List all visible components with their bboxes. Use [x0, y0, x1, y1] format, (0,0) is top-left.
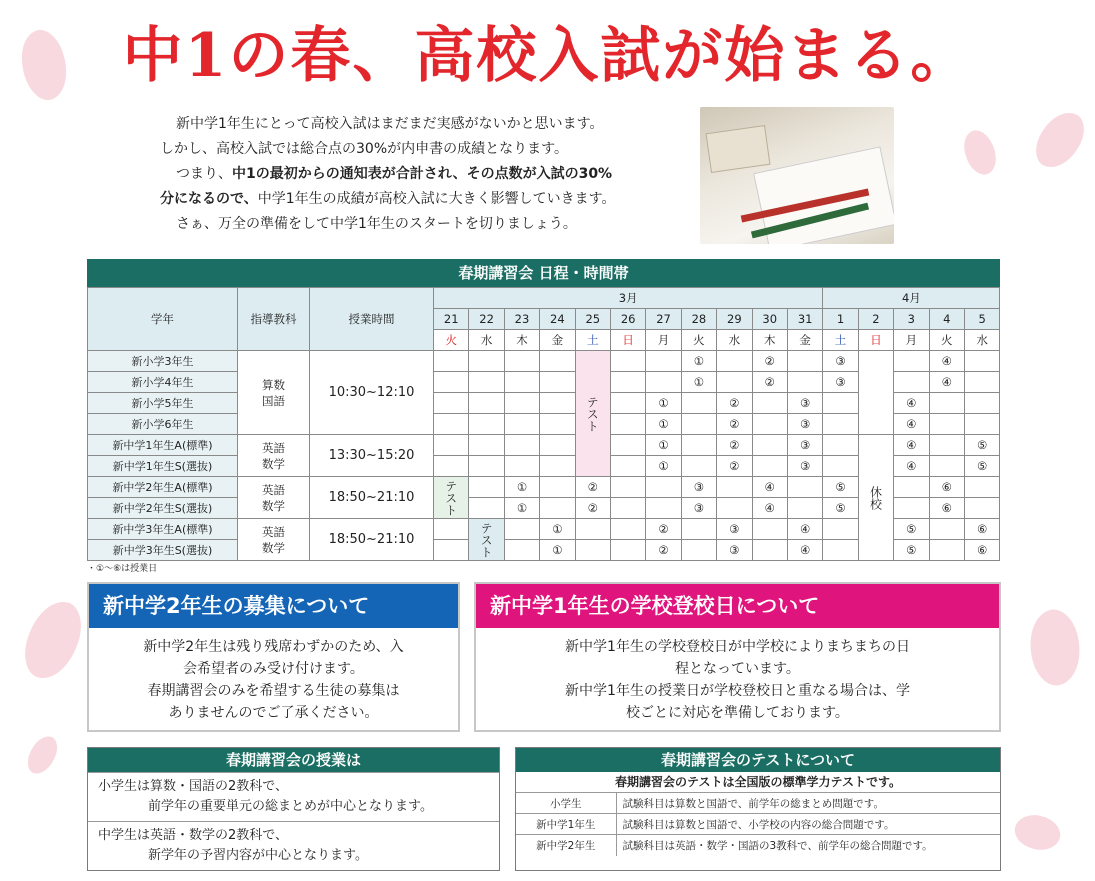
schedule-cell [752, 435, 787, 456]
tests-panel-title: 春期講習会のテストについて [516, 748, 1000, 772]
schedule-cell [504, 414, 539, 435]
schedule-section [87, 259, 1000, 561]
schedule-cell [752, 393, 787, 414]
tests-table [516, 792, 1000, 856]
day-number: 30 [752, 309, 787, 330]
intro-bold-span: 中1の最初からの通知表が合計され、その点数が入試の30% [232, 166, 613, 182]
schedule-cell [610, 414, 645, 435]
schedule-cell [681, 414, 716, 435]
headline: 中1の春、高校入試が始まる。 [122, 21, 973, 91]
schedule-cell [787, 498, 822, 519]
weekday: 土 [823, 330, 858, 351]
subject-label: 算数 国語 [238, 351, 310, 435]
schedule-cell [540, 414, 575, 435]
lesson-day-marker: ④ [894, 414, 929, 435]
lesson-day-marker: ① [646, 435, 681, 456]
day-number: 25 [575, 309, 610, 330]
schedule-cell [752, 540, 787, 561]
row-line: 新学年の予習内容が中心となります。 [148, 848, 368, 863]
schedule-cell [964, 477, 999, 498]
intro-line [160, 162, 680, 187]
schedule-cell [717, 477, 752, 498]
header-grade: 学年 [88, 288, 238, 351]
time-label: 18:50~21:10 [310, 477, 434, 519]
school-day-box-title: 新中学1年生の学校登校日について [476, 584, 999, 628]
schedule-cell [823, 393, 858, 414]
schedule-cell [929, 435, 964, 456]
schedule-cell [681, 435, 716, 456]
schedule-cell [752, 519, 787, 540]
lesson-day-marker: ④ [929, 351, 964, 372]
grade-label: 新中学2年生S(選抜) [88, 498, 238, 519]
tests-row-label: 小学生 [516, 793, 616, 814]
schedule-cell [752, 456, 787, 477]
tests-row [516, 835, 1000, 856]
test-day-marker: テスト [469, 519, 504, 561]
schedule-cell [610, 519, 645, 540]
schedule-cell [540, 456, 575, 477]
body-line: 程となっています。 [675, 661, 800, 677]
lesson-day-marker: ⑤ [823, 477, 858, 498]
schedule-cell [681, 393, 716, 414]
schedule-cell [469, 435, 504, 456]
schedule-cell [434, 372, 469, 393]
lessons-panel-title: 春期講習会の授業は [88, 748, 499, 772]
lesson-day-marker: ② [646, 519, 681, 540]
lesson-day-marker: ④ [894, 456, 929, 477]
schedule-cell [681, 519, 716, 540]
lesson-day-marker: ① [681, 351, 716, 372]
lesson-day-marker: ⑥ [964, 519, 999, 540]
schedule-cell [504, 456, 539, 477]
lesson-day-marker: ③ [717, 540, 752, 561]
lesson-day-marker: ② [646, 540, 681, 561]
schedule-cell [434, 519, 469, 540]
day-number: 31 [787, 309, 822, 330]
schedule-title: 春期講習会 日程・時間帯 [87, 259, 1000, 287]
schedule-cell [610, 540, 645, 561]
schedule-cell [469, 372, 504, 393]
body-line: 春期講習会のみを希望する生徒の募集は [147, 683, 400, 699]
time-label: 18:50~21:10 [310, 519, 434, 561]
weekday: 木 [752, 330, 787, 351]
lesson-day-marker: ⑤ [894, 519, 929, 540]
body-line: 新中学1年生の学校登校日が中学校によりまちまちの日 [565, 639, 910, 655]
lesson-day-marker: ④ [752, 498, 787, 519]
schedule-cell [894, 351, 929, 372]
lesson-day-marker: ① [540, 540, 575, 561]
lesson-day-marker: ② [575, 477, 610, 498]
lesson-day-marker: ② [717, 435, 752, 456]
tests-row-label: 新中学1年生 [516, 814, 616, 835]
lesson-day-marker: ⑤ [823, 498, 858, 519]
intro-text-span: つまり、 [176, 166, 232, 182]
weekday: 水 [469, 330, 504, 351]
schedule-cell [540, 351, 575, 372]
schedule-cell [681, 456, 716, 477]
schedule-cell [646, 351, 681, 372]
schedule-cell [964, 351, 999, 372]
schedule-cell [964, 498, 999, 519]
weekday: 火 [434, 330, 469, 351]
day-number: 28 [681, 309, 716, 330]
schedule-cell [858, 351, 893, 435]
subject-label: 英語 数学 [238, 519, 310, 561]
lesson-day-marker: ② [752, 372, 787, 393]
lesson-day-marker: ⑤ [964, 435, 999, 456]
schedule-cell [434, 456, 469, 477]
day-number: 1 [823, 309, 858, 330]
schedule-cell [787, 372, 822, 393]
weekday: 日 [858, 330, 893, 351]
lesson-day-marker: ① [504, 477, 539, 498]
grade-label: 新中学3年生A(標準) [88, 519, 238, 540]
tests-row-value: 試験科目は算数と国語で、小学校の内容の総合問題です。 [616, 814, 1000, 835]
schedule-cell [646, 477, 681, 498]
schedule-cell [434, 414, 469, 435]
lesson-day-marker: ③ [787, 414, 822, 435]
recruit-box-body [89, 628, 458, 724]
schedule-cell [540, 498, 575, 519]
lesson-day-marker: ③ [787, 393, 822, 414]
schedule-cell [434, 351, 469, 372]
tests-row [516, 814, 1000, 835]
schedule-cell [504, 372, 539, 393]
body-line: 会希望者のみ受け付けます。 [183, 661, 364, 677]
cherry-petal-decoration [1021, 605, 1089, 690]
lesson-day-marker: ④ [894, 435, 929, 456]
intro-line: さぁ、万全の準備をして中学1年生のスタートを切りましょう。 [176, 216, 577, 232]
schedule-cell [610, 372, 645, 393]
lesson-day-marker: ③ [823, 351, 858, 372]
lesson-day-marker: ④ [787, 519, 822, 540]
lesson-day-marker: ① [504, 498, 539, 519]
lesson-day-marker: ③ [681, 498, 716, 519]
weekday: 木 [504, 330, 539, 351]
schedule-row [88, 435, 1000, 456]
intro-line: しかし、高校入試では総合点の30%が内申書の成績となります。 [160, 141, 568, 157]
schedule-cell [540, 372, 575, 393]
schedule-cell [504, 351, 539, 372]
lesson-day-marker: ② [717, 414, 752, 435]
lesson-day-marker: ③ [717, 519, 752, 540]
schedule-cell [575, 519, 610, 540]
schedule-cell [964, 414, 999, 435]
lesson-day-marker: ② [575, 498, 610, 519]
row-line: 小学生は算数・国語の2教科で、 [98, 779, 289, 794]
schedule-cell [681, 540, 716, 561]
schedule-cell [646, 372, 681, 393]
grade-label: 新小学3年生 [88, 351, 238, 372]
day-number: 22 [469, 309, 504, 330]
body-line: 新中学2年生は残り残席わずかのため、入 [143, 639, 404, 655]
cherry-petal-decoration [18, 595, 87, 685]
tests-row-label: 新中学2年生 [516, 835, 616, 856]
lesson-day-marker: ③ [787, 456, 822, 477]
weekday: 金 [787, 330, 822, 351]
lessons-row-junior-high [88, 821, 499, 870]
header-month-march: 3月 [434, 288, 823, 309]
weekday: 火 [929, 330, 964, 351]
closed-day-marker: 休校 [858, 435, 893, 561]
lesson-day-marker: ④ [929, 372, 964, 393]
lesson-day-marker: ① [646, 456, 681, 477]
schedule-cell [929, 540, 964, 561]
intro-line [160, 187, 680, 212]
schedule-cell [894, 477, 929, 498]
schedule-cell [717, 351, 752, 372]
lesson-day-marker: ① [646, 414, 681, 435]
cherry-petal-decoration [1029, 104, 1091, 175]
lesson-day-marker: ④ [752, 477, 787, 498]
tests-panel-subtitle: 春期講習会のテストは全国版の標準学力テストです。 [614, 775, 902, 789]
schedule-cell [610, 393, 645, 414]
intro-line: 新中学1年生にとって高校入試はまだまだ実感がないかと思います。 [176, 116, 604, 132]
schedule-cell [929, 456, 964, 477]
intro-bold-span: 分になるので、 [160, 191, 258, 207]
weekday: 土 [575, 330, 610, 351]
grade-label: 新小学5年生 [88, 393, 238, 414]
grade-label: 新中学3年生S(選抜) [88, 540, 238, 561]
lesson-day-marker: ③ [823, 372, 858, 393]
header-subject: 指導教科 [238, 288, 310, 351]
schedule-cell [894, 498, 929, 519]
schedule-cell [823, 456, 858, 477]
schedule-cell [469, 351, 504, 372]
weekday: 水 [964, 330, 999, 351]
schedule-cell [540, 393, 575, 414]
weekday: 金 [540, 330, 575, 351]
day-number: 2 [858, 309, 893, 330]
day-number: 26 [610, 309, 645, 330]
day-number: 3 [894, 309, 929, 330]
schedule-cell [823, 540, 858, 561]
grade-label: 新中学2年生A(標準) [88, 477, 238, 498]
body-line: 校ごとに対応を準備しております。 [626, 705, 849, 721]
schedule-cell [610, 477, 645, 498]
lesson-day-marker: ⑤ [894, 540, 929, 561]
schedule-cell [540, 435, 575, 456]
test-day-marker: テスト [434, 477, 469, 519]
lesson-day-marker: ⑤ [964, 456, 999, 477]
subject-label: 英語 数学 [238, 477, 310, 519]
tests-panel [515, 747, 1001, 871]
schedule-cell [610, 435, 645, 456]
schedule-cell [434, 393, 469, 414]
lessons-panel [87, 747, 500, 871]
lesson-day-marker: ① [646, 393, 681, 414]
tests-row [516, 793, 1000, 814]
schedule-cell [504, 540, 539, 561]
schedule-cell [504, 435, 539, 456]
lesson-day-marker: ⑥ [929, 498, 964, 519]
schedule-cell [469, 393, 504, 414]
schedule-cell [434, 435, 469, 456]
lesson-day-marker: ④ [894, 393, 929, 414]
schedule-cell [434, 540, 469, 561]
schedule-cell [504, 519, 539, 540]
lessons-row-elementary [88, 772, 499, 821]
cherry-petal-decoration [956, 126, 1004, 180]
schedule-footnote: ・①〜⑥は授業日 [87, 564, 158, 574]
schedule-cell [469, 477, 504, 498]
schedule-cell [929, 414, 964, 435]
day-number: 4 [929, 309, 964, 330]
intro-text-span: 中学1年生の成績が高校入試に大きく影響していきます。 [257, 191, 616, 207]
schedule-cell [610, 351, 645, 372]
day-number: 24 [540, 309, 575, 330]
schedule-cell [610, 456, 645, 477]
intro-text [160, 112, 680, 237]
header-month-april: 4月 [823, 288, 1000, 309]
recruit-box-title: 新中学2年生の募集について [89, 584, 458, 628]
grade-label: 新小学4年生 [88, 372, 238, 393]
schedule-cell [610, 498, 645, 519]
time-label: 10:30~12:10 [310, 351, 434, 435]
schedule-cell [929, 519, 964, 540]
schedule-row [88, 351, 1000, 372]
day-number: 27 [646, 309, 681, 330]
weekday: 月 [894, 330, 929, 351]
schedule-cell [540, 477, 575, 498]
study-desk-photo [700, 107, 894, 244]
schedule-cell [894, 372, 929, 393]
body-line: ありませんのでご了承ください。 [168, 705, 379, 721]
schedule-cell [823, 414, 858, 435]
school-day-box [474, 582, 1001, 732]
schedule-cell [964, 393, 999, 414]
lesson-day-marker: ② [717, 393, 752, 414]
schedule-cell [469, 414, 504, 435]
weekday: 月 [646, 330, 681, 351]
lesson-day-marker: ② [752, 351, 787, 372]
weekday: 火 [681, 330, 716, 351]
grade-label: 新中学1年生A(標準) [88, 435, 238, 456]
schedule-cell [787, 351, 822, 372]
weekday: 水 [717, 330, 752, 351]
body-line: 新中学1年生の授業日が学校登校日と重なる場合は、学 [565, 683, 910, 699]
tests-row-value: 試験科目は英語・数学・国語の3教科で、前学年の総合問題です。 [616, 835, 1000, 856]
schedule-cell [469, 498, 504, 519]
grade-label: 新中学1年生S(選抜) [88, 456, 238, 477]
lesson-day-marker: ⑥ [929, 477, 964, 498]
schedule-cell [575, 540, 610, 561]
day-number: 5 [964, 309, 999, 330]
grade-label: 新小学6年生 [88, 414, 238, 435]
schedule-cell [787, 477, 822, 498]
schedule-cell [823, 519, 858, 540]
schedule-cell [929, 393, 964, 414]
row-line: 前学年の重要単元の総まとめが中心となります。 [148, 799, 433, 814]
lesson-day-marker: ⑥ [964, 540, 999, 561]
weekday: 日 [610, 330, 645, 351]
recruit-box [87, 582, 460, 732]
time-label: 13:30~15:20 [310, 435, 434, 477]
schedule-cell [717, 498, 752, 519]
schedule-cell [823, 435, 858, 456]
schedule-cell [646, 498, 681, 519]
school-day-box-body [476, 628, 999, 724]
schedule-cell [964, 372, 999, 393]
day-number: 21 [434, 309, 469, 330]
tests-row-value: 試験科目は算数と国語で、前学年の総まとめ問題です。 [616, 793, 1000, 814]
cherry-petal-decoration [24, 732, 61, 778]
schedule-cell [752, 414, 787, 435]
day-number: 23 [504, 309, 539, 330]
book-shape [706, 125, 771, 173]
lesson-day-marker: ② [717, 456, 752, 477]
schedule-cell [504, 393, 539, 414]
test-day-marker: テスト [575, 351, 610, 477]
row-line: 中学生は英語・数学の2教科で、 [98, 828, 289, 843]
schedule-cell [717, 372, 752, 393]
lesson-day-marker: ③ [787, 435, 822, 456]
schedule-cell [469, 456, 504, 477]
lesson-day-marker: ④ [787, 540, 822, 561]
lesson-day-marker: ③ [681, 477, 716, 498]
lesson-day-marker: ① [681, 372, 716, 393]
subject-label: 英語 数学 [238, 435, 310, 477]
day-number: 29 [717, 309, 752, 330]
schedule-table [87, 287, 1000, 561]
lesson-day-marker: ① [540, 519, 575, 540]
cherry-petal-decoration [1009, 806, 1065, 859]
header-time: 授業時間 [310, 288, 434, 351]
